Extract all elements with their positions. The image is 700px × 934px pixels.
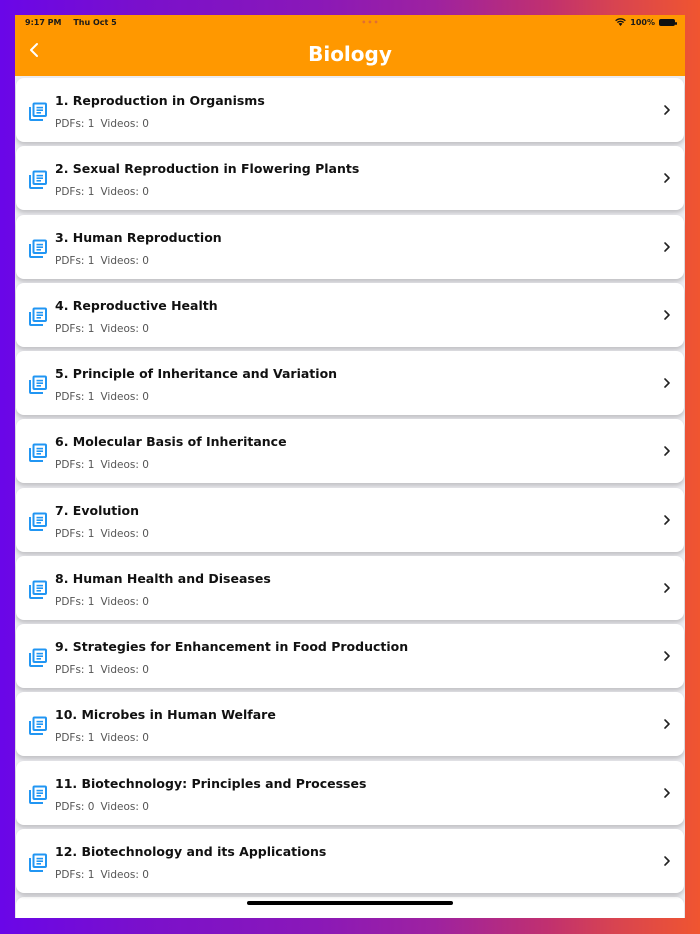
wifi-icon bbox=[615, 18, 626, 28]
chapter-title: 4. Reproductive Health bbox=[55, 297, 218, 313]
multitasking-dots[interactable]: ••• bbox=[361, 18, 380, 27]
chevron-right-icon bbox=[662, 855, 672, 867]
chapter-title: 11. Biotechnology: Principles and Processes bbox=[55, 775, 367, 791]
page-title: Biology bbox=[308, 42, 392, 66]
chapter-list-item[interactable] bbox=[16, 692, 684, 756]
chapter-list-item[interactable] bbox=[16, 351, 684, 415]
video-count: Videos: 0 bbox=[100, 868, 149, 881]
pdf-count: PDFs: 1 bbox=[55, 118, 95, 130]
chapter-meta bbox=[55, 323, 218, 335]
library-books-icon bbox=[28, 239, 48, 259]
chapter-title: 5. Principle of Inheritance and Variation bbox=[55, 366, 338, 381]
battery-percent: 100% bbox=[630, 18, 655, 27]
pdf-count: PDFs: 1 bbox=[55, 322, 95, 335]
chapter-list-item[interactable] bbox=[16, 419, 684, 483]
video-count: Videos: 0 bbox=[100, 732, 149, 745]
video-count: Videos: 0 bbox=[100, 254, 149, 267]
pdf-count: PDFs: 1 bbox=[55, 186, 95, 199]
home-indicator[interactable] bbox=[247, 901, 453, 905]
chapter-meta bbox=[55, 732, 276, 744]
chapter-title: 2. Sexual Reproduction in Flowering Plants bbox=[55, 161, 360, 177]
video-count: Videos: 0 bbox=[100, 527, 149, 540]
chevron-right-icon bbox=[662, 514, 672, 526]
library-books-icon bbox=[28, 443, 48, 463]
chapter-text bbox=[55, 571, 271, 608]
chevron-right-icon bbox=[662, 445, 672, 457]
library-books-icon bbox=[28, 307, 48, 327]
video-count: Videos: 0 bbox=[100, 391, 149, 403]
chapter-list-item[interactable] bbox=[16, 78, 684, 142]
pdf-count: PDFs: 1 bbox=[55, 254, 95, 267]
chapter-title: 3. Human Reproduction bbox=[55, 229, 222, 245]
chevron-right-icon bbox=[662, 718, 672, 730]
pdf-count: PDFs: 1 bbox=[55, 664, 95, 676]
chevron-right-icon bbox=[662, 582, 672, 594]
chevron-right-icon bbox=[662, 104, 672, 116]
chapter-meta bbox=[55, 869, 326, 881]
chapter-list-item[interactable] bbox=[16, 761, 684, 825]
battery-full-icon bbox=[659, 19, 675, 26]
chapter-title: 8. Human Health and Diseases bbox=[55, 570, 271, 586]
chapter-title: 9. Strategies for Enhancement in Food Production bbox=[55, 639, 409, 654]
video-count: Videos: 0 bbox=[100, 595, 149, 608]
app-screen bbox=[15, 15, 685, 918]
pdf-count: PDFs: 1 bbox=[55, 527, 95, 540]
video-count: Videos: 0 bbox=[100, 459, 149, 472]
pdf-count: PDFs: 1 bbox=[55, 595, 95, 608]
chapter-text bbox=[55, 503, 149, 540]
chapter-title: 6. Molecular Basis of Inheritance bbox=[55, 434, 287, 450]
chapter-meta bbox=[55, 596, 271, 608]
chapter-meta bbox=[55, 459, 287, 471]
chapter-meta bbox=[55, 801, 366, 813]
video-count: Videos: 0 bbox=[100, 118, 149, 130]
library-books-icon bbox=[28, 102, 48, 122]
video-count: Videos: 0 bbox=[100, 800, 149, 813]
chapter-text bbox=[55, 776, 366, 813]
status-date: Thu Oct 5 bbox=[73, 18, 117, 27]
video-count: Videos: 0 bbox=[100, 322, 149, 335]
pdf-count: PDFs: 1 bbox=[55, 391, 95, 403]
status-left bbox=[25, 18, 126, 27]
library-books-icon bbox=[28, 853, 48, 873]
chevron-right-icon bbox=[662, 377, 672, 389]
chapter-text bbox=[55, 93, 265, 130]
chevron-right-icon bbox=[662, 309, 672, 321]
chapter-meta bbox=[55, 255, 222, 267]
chapter-meta bbox=[55, 118, 265, 130]
chapter-list-item[interactable] bbox=[16, 556, 684, 620]
chapter-meta bbox=[55, 186, 359, 198]
chapter-list-item[interactable] bbox=[16, 488, 684, 552]
chapter-title: 10. Microbes in Human Welfare bbox=[55, 707, 276, 723]
chapter-meta bbox=[55, 528, 149, 540]
status-right bbox=[615, 18, 675, 28]
status-time: 9:17 PM bbox=[25, 18, 62, 27]
pdf-count: PDFs: 0 bbox=[55, 800, 95, 813]
chapter-list-item[interactable] bbox=[16, 624, 684, 688]
video-count: Videos: 0 bbox=[100, 186, 149, 199]
pdf-count: PDFs: 1 bbox=[55, 868, 95, 881]
chapter-list-item[interactable] bbox=[16, 829, 684, 893]
chapter-text bbox=[55, 844, 326, 881]
chapter-title: 7. Evolution bbox=[55, 502, 140, 518]
status-bar bbox=[15, 15, 685, 30]
library-books-icon bbox=[28, 580, 48, 600]
chapter-list-item[interactable] bbox=[16, 215, 684, 279]
chapter-title: 12. Biotechnology and its Applications bbox=[55, 843, 327, 859]
chapter-text bbox=[55, 639, 408, 676]
chevron-right-icon bbox=[662, 241, 672, 253]
library-books-icon bbox=[28, 785, 48, 805]
nav-header bbox=[15, 15, 685, 76]
chapter-text bbox=[55, 298, 218, 335]
chapter-list bbox=[15, 76, 685, 918]
chevron-right-icon bbox=[662, 650, 672, 662]
library-books-icon bbox=[28, 512, 48, 532]
chapter-list-item[interactable] bbox=[16, 283, 684, 347]
chapter-text bbox=[55, 707, 276, 744]
chapter-text bbox=[55, 366, 337, 403]
chapter-text bbox=[55, 434, 287, 471]
chapter-meta bbox=[55, 391, 337, 403]
library-books-icon bbox=[28, 170, 48, 190]
pdf-count: PDFs: 1 bbox=[55, 459, 95, 472]
library-books-icon bbox=[28, 716, 48, 736]
video-count: Videos: 0 bbox=[100, 664, 149, 676]
chapter-text bbox=[55, 230, 222, 267]
chevron-right-icon bbox=[662, 787, 672, 799]
library-books-icon bbox=[28, 375, 48, 395]
library-books-icon bbox=[28, 648, 48, 668]
chevron-right-icon bbox=[662, 172, 672, 184]
pdf-count: PDFs: 1 bbox=[55, 732, 95, 745]
chapter-title: 1. Reproduction in Organisms bbox=[55, 93, 265, 108]
chapter-list-item[interactable] bbox=[16, 146, 684, 210]
chapter-text bbox=[55, 161, 359, 198]
chapter-meta bbox=[55, 664, 408, 676]
